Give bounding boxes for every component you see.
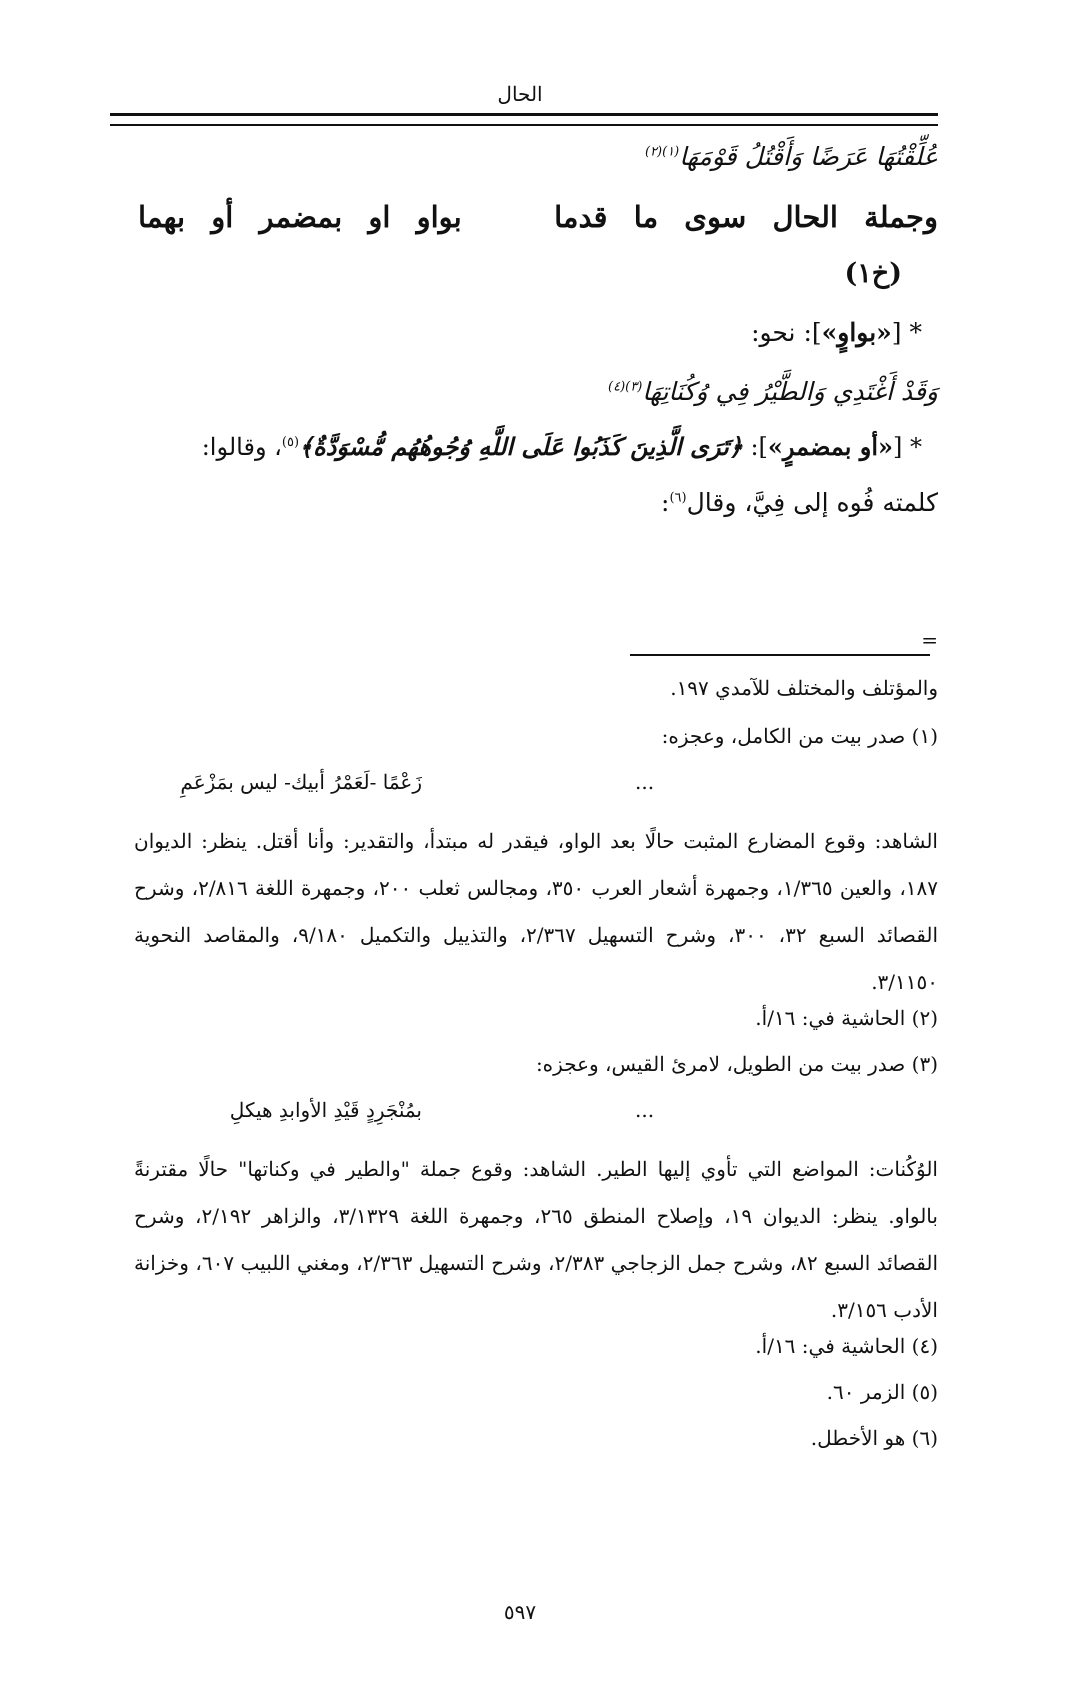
verse-text: وَقَدْ أَغْتَدِي وَالطَّيْرُ فِي وُكُنَاتِهَا xyxy=(642,377,938,406)
footnote-3-hemistich: بمُنْجَرِدٍ قَيْدِ الأوابدِ هيكلِ xyxy=(229,1098,422,1122)
poem-word: ما xyxy=(633,200,659,234)
footnote-ref: (١)(٢) xyxy=(644,144,680,160)
wawi-rest: ]: نحو: xyxy=(751,318,822,347)
poem-word: بهما xyxy=(138,200,186,234)
footnote-3-body: الوُكُنات: المواضع التي تأوي إليها الطير. الشاهد: وقوع جملة "والطير في وكناتها" حالًا مقترنةً بالواو. ينظر: الديوان ١٩، وإصلاح المنطق ٢٦٥، وجمهرة اللغة ٣/١٣٢٩، والزاهر ٢/١٩٢، وشرح القصائد السبع ٨٢، وشرح جمل الزجاجي ٢/٣٨٣، وشرح التسهيل ٢/٣٦٣، ومغني اللبيب ٦٠٧، وخزانة الأدب ٣/١٥٦. xyxy=(134,1157,939,1322)
footnote-3-dots: ... xyxy=(635,1098,655,1122)
mudmar-tail: ، وقالوا: xyxy=(201,433,282,461)
running-header: الحال xyxy=(497,82,543,106)
page-number: ٥٩٧ xyxy=(503,1600,537,1624)
wawi-label: «بواوٍ» xyxy=(821,318,892,347)
poem-word: أو xyxy=(211,200,234,234)
poem-word: الحال xyxy=(772,200,838,234)
poem-word: بمضمر xyxy=(259,200,343,234)
footnote-continuation: والمؤتلف والمختلف للآمدي ١٩٧. xyxy=(670,676,938,700)
quran-verse: ﴿تَرَى الَّذِينَ كَذَبُوا عَلَى اللَّهِ وُجُوهُهُم مُّسْوَدَّةٌ﴾ xyxy=(299,432,743,461)
footnote-continuation-mark: = xyxy=(921,628,938,652)
footnote-6: (٦) هو الأخطل. xyxy=(810,1426,938,1450)
kalimatuhu-line xyxy=(661,488,938,517)
poem-word: سوى xyxy=(684,200,747,234)
bracket-open: * [ xyxy=(893,433,922,461)
alfiya-poem-line xyxy=(138,200,938,234)
footnote-separator xyxy=(630,654,930,656)
footnote-ref: (٣)(٤) xyxy=(608,379,643,395)
footnote-ref: (٦) xyxy=(669,490,687,506)
footnote-ref: (٥) xyxy=(281,435,300,450)
footnote-4: (٤) الحاشية في: ١٦/أ. xyxy=(755,1334,938,1358)
footnote-2: (٢) الحاشية في: ١٦/أ. xyxy=(755,1006,938,1030)
footnote-1-dots: ... xyxy=(635,770,655,794)
verse-text: عُلِّقْتُهَا عَرَضًا وَأَقْتُلُ قَوْمَهَا xyxy=(679,142,938,171)
footnote-5: (٥) الزمر ٦٠. xyxy=(826,1380,938,1404)
footnote-1-body: الشاهد: وقوع المضارع المثبت حالًا بعد الواو، فيقدر له مبتدأ، والتقدير: وأنا أقتل. ينظر: الديوان ١٨٧، والعين ١/٣٦٥، وجمهرة أشعار العرب ٣٥٠، ومجالس ثعلب ٢٠٠، وجمهرة اللغة ٢/٨١٦، وشرح القصائد السبع ٣٢، ٣٠٠، وشرح التسهيل ٢/٣٦٧، والتذييل والتكميل ٩/١٨٠، والمقاصد النحوية ٣/١١٥٠. xyxy=(134,829,939,994)
poem-word: او xyxy=(368,200,391,234)
poem-word: بواو xyxy=(416,200,462,234)
manuscript-code: (خ١) xyxy=(844,258,902,289)
poem-word: وجملة xyxy=(864,200,938,234)
footnote-1-hemistich: زَعْمًا -لَعَمْرُ أبيك- ليس بمَزْعَمِ xyxy=(180,770,422,794)
footnote-3: (٣) صدر بيت من الطويل، لامرئ القيس، وعجزه: xyxy=(535,1052,938,1076)
header-rule-thin xyxy=(110,124,938,126)
mudmar-line xyxy=(202,432,922,461)
punctuation: : xyxy=(661,488,670,517)
bracket-close: ]: xyxy=(742,433,768,461)
poem-word: قدما xyxy=(554,200,608,234)
footnote-1: (١) صدر بيت من الكامل، وعجزه: xyxy=(661,724,938,748)
verse-line-1 xyxy=(645,142,938,171)
wawi-line xyxy=(751,318,922,347)
body-text: كلمته فُوه إلى فِيَّ، وقال xyxy=(686,488,938,517)
verse-line-2 xyxy=(608,377,938,406)
bracket-open: * [ xyxy=(891,318,922,347)
mudmar-label: «أو بمضمرٍ» xyxy=(767,432,893,461)
header-rule-thick xyxy=(110,113,938,116)
